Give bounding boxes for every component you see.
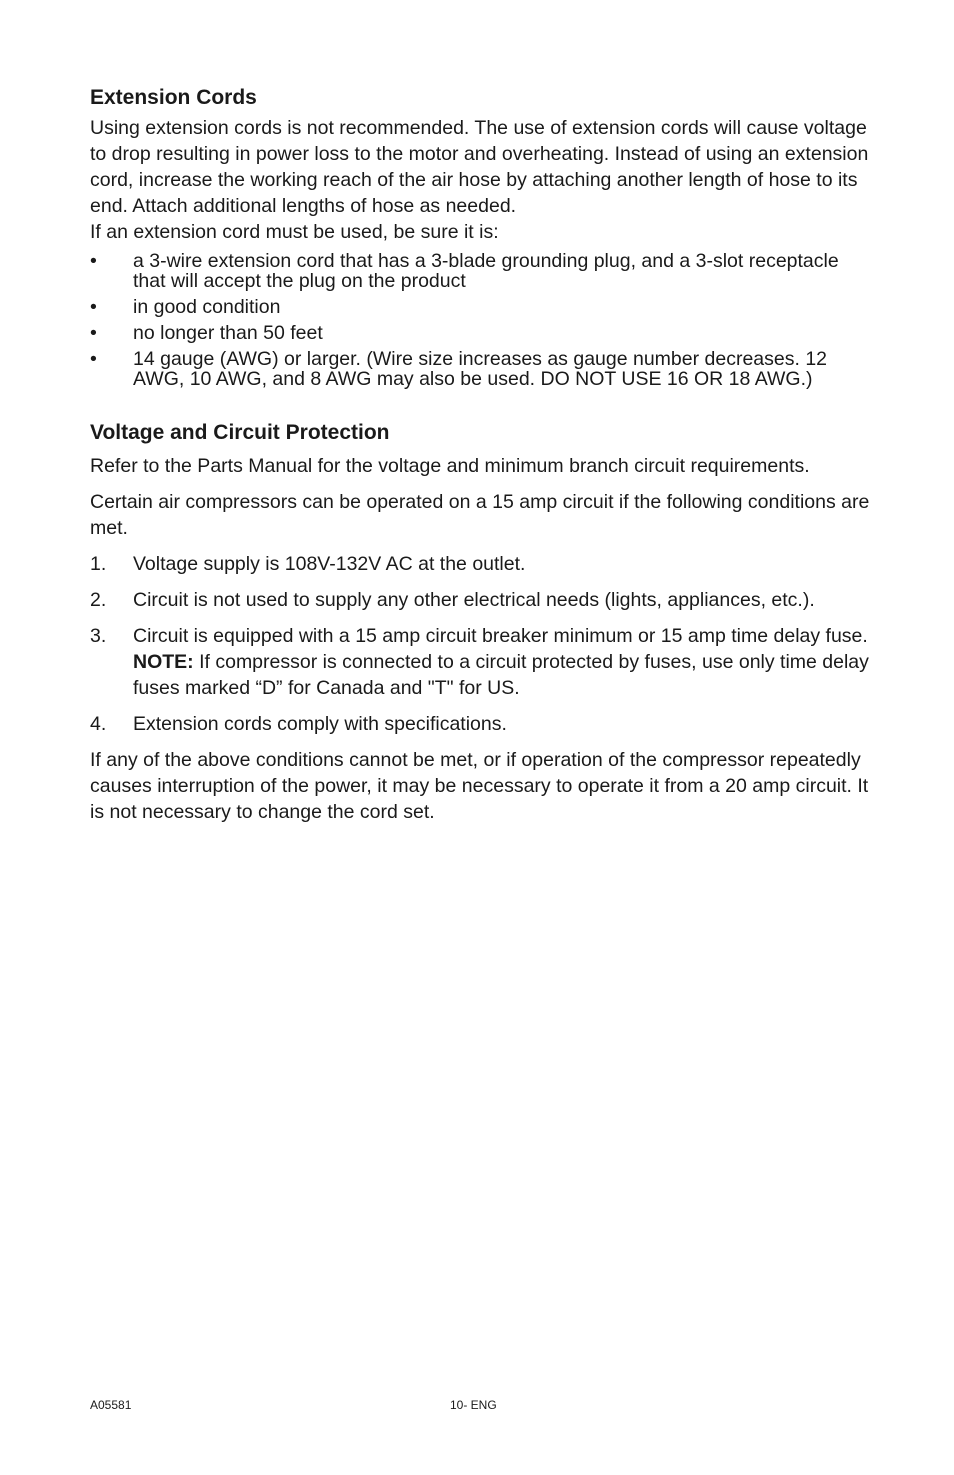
bullet-mark: •: [90, 322, 97, 344]
document-code: A05581: [90, 1398, 132, 1412]
voltage-conditions-intro: Certain air compressors can be operated on a 15 amp circuit if the following conditions are met.: [90, 491, 870, 539]
page-number: 10- ENG: [450, 1398, 497, 1412]
extension-cords-heading: Extension Cords: [90, 86, 257, 109]
extension-cord-requirements-list: [90, 251, 870, 389]
list-item: 4. Extension cords comply with specifications.: [90, 713, 507, 735]
list-item: 1. Voltage supply is 108V-132V AC at the outlet.: [90, 553, 526, 575]
list-item: 2. Circuit is not used to supply any other electrical needs (lights, appliances, etc.).: [90, 589, 815, 611]
bullet-mark: •: [90, 296, 97, 318]
bullet-mark: •: [90, 348, 97, 370]
bullet-mark: •: [90, 250, 97, 272]
list-item: • 14 gauge (AWG) or larger. (Wire size increases as gauge number decreases. 12 AWG, 10 AWG, and 8 AWG may also be used. DO NOT USE 16 OR 18 AWG.): [90, 348, 828, 390]
list-item: • in good condition: [90, 296, 281, 318]
circuit-conditions-list: [90, 551, 870, 737]
list-item: • no longer than 50 feet: [90, 322, 323, 344]
extension-cords-intro: Using extension cords is not recommended. The use of extension cords will cause voltage to drop resulting in power loss to the motor and overheating. Instead of using an extension cord, increase the working reach of the air hose by attaching another length of hose to its end. Attach additional lengths of hose as needed.: [90, 117, 869, 217]
voltage-protection-heading: Voltage and Circuit Protection: [90, 421, 390, 444]
voltage-intro: Refer to the Parts Manual for the voltage and minimum branch circuit requirements.: [90, 455, 810, 477]
list-item: • a 3-wire extension cord that has a 3-blade grounding plug, and a 3-slot receptacle that will accept the plug on the product: [90, 250, 839, 292]
note-label: NOTE:: [133, 651, 194, 673]
extension-cords-condition-intro: If an extension cord must be used, be sure it is:: [90, 221, 499, 243]
page-content: [90, 84, 870, 825]
list-item: 3. Circuit is equipped with a 15 amp circuit breaker minimum or 15 amp time delay fuse. NOTE: If compressor is connected to a circuit protected by fuses, use only time delay fuses marked “D” for Canada and "T" for US.: [90, 625, 869, 699]
voltage-closing-paragraph: If any of the above conditions cannot be met, or if operation of the compressor repeatedly causes interruption of the power, it may be necessary to operate it from a 20 amp circuit. It is not necessary to change the cord set.: [90, 749, 869, 823]
